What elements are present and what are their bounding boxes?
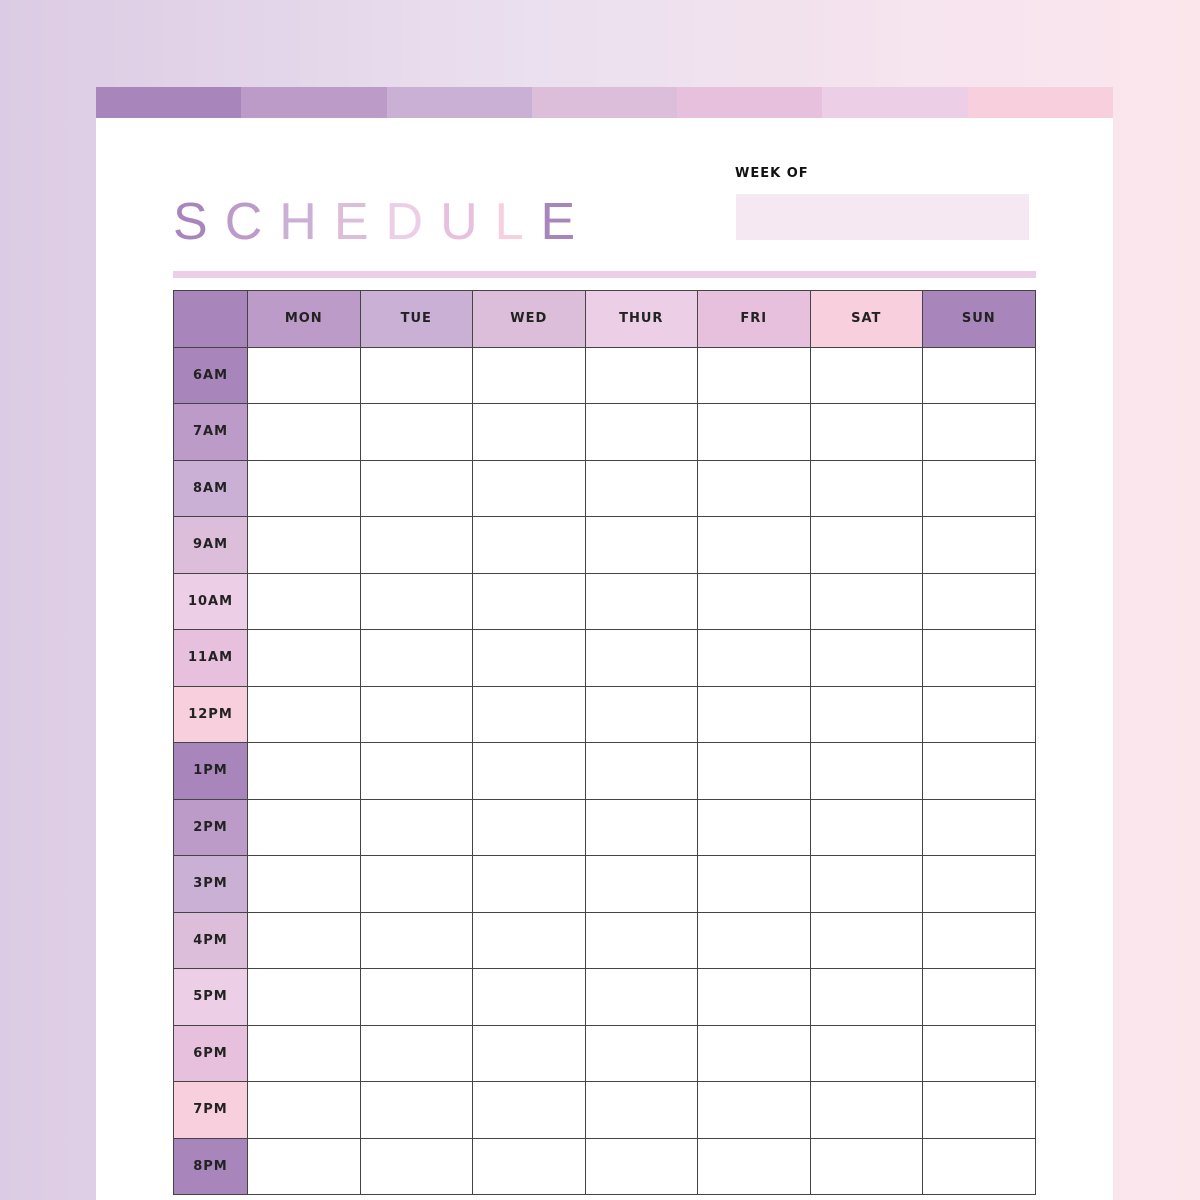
day-header-sat: SAT (810, 291, 923, 348)
stripe-segment (241, 87, 386, 118)
schedule-cell[interactable] (810, 686, 923, 743)
schedule-cell[interactable] (248, 1138, 361, 1195)
schedule-cell[interactable] (923, 1025, 1036, 1082)
schedule-cell[interactable] (810, 517, 923, 574)
page-title (173, 192, 592, 252)
title-letter: L (494, 193, 541, 251)
schedule-cell[interactable] (248, 1082, 361, 1139)
schedule-cell[interactable] (698, 517, 811, 574)
stripe-segment (968, 87, 1113, 118)
schedule-cell[interactable] (698, 1138, 811, 1195)
schedule-cell[interactable] (360, 1025, 473, 1082)
stripe-segment (96, 87, 241, 118)
schedule-cell[interactable] (810, 404, 923, 461)
schedule-cell[interactable] (585, 1138, 698, 1195)
title-letter: E (333, 193, 386, 251)
schedule-cell[interactable] (360, 1082, 473, 1139)
schedule-cell[interactable] (923, 347, 1036, 404)
schedule-cell[interactable] (698, 460, 811, 517)
time-label: 7AM (174, 404, 248, 461)
schedule-cell[interactable] (473, 404, 586, 461)
schedule-cell[interactable] (585, 799, 698, 856)
schedule-cell[interactable] (923, 969, 1036, 1026)
schedule-cell[interactable] (360, 799, 473, 856)
schedule-cell[interactable] (248, 856, 361, 913)
time-label: 4PM (174, 912, 248, 969)
schedule-cell[interactable] (360, 573, 473, 630)
schedule-cell[interactable] (923, 573, 1036, 630)
corner-cell (174, 291, 248, 348)
schedule-cell[interactable] (923, 912, 1036, 969)
schedule-cell[interactable] (810, 460, 923, 517)
day-header-fri: FRI (698, 291, 811, 348)
schedule-cell[interactable] (810, 799, 923, 856)
day-header-sun: SUN (923, 291, 1036, 348)
day-header-thur: THUR (585, 291, 698, 348)
schedule-cell[interactable] (248, 912, 361, 969)
schedule-cell[interactable] (698, 347, 811, 404)
schedule-cell[interactable] (360, 969, 473, 1026)
schedule-cell[interactable] (473, 856, 586, 913)
schedule-cell[interactable] (810, 912, 923, 969)
time-row (174, 630, 1036, 687)
time-row (174, 912, 1036, 969)
schedule-cell[interactable] (360, 517, 473, 574)
schedule-cell[interactable] (585, 347, 698, 404)
time-row (174, 1082, 1036, 1139)
schedule-cell[interactable] (923, 856, 1036, 913)
day-header-row (174, 291, 1036, 348)
schedule-cell[interactable] (585, 517, 698, 574)
time-label: 7PM (174, 1082, 248, 1139)
day-header-wed: WED (473, 291, 586, 348)
schedule-cell[interactable] (473, 799, 586, 856)
time-label: 12PM (174, 686, 248, 743)
schedule-cell[interactable] (923, 517, 1036, 574)
schedule-cell[interactable] (698, 912, 811, 969)
schedule-cell[interactable] (360, 1138, 473, 1195)
schedule-cell[interactable] (360, 743, 473, 800)
time-row (174, 799, 1036, 856)
schedule-cell[interactable] (248, 686, 361, 743)
schedule-cell[interactable] (810, 969, 923, 1026)
schedule-cell[interactable] (810, 573, 923, 630)
schedule-cell[interactable] (585, 573, 698, 630)
time-label: 3PM (174, 856, 248, 913)
divider (173, 271, 1036, 278)
schedule-cell[interactable] (923, 460, 1036, 517)
schedule-cell[interactable] (360, 912, 473, 969)
time-label: 6PM (174, 1025, 248, 1082)
schedule-cell[interactable] (585, 969, 698, 1026)
time-row (174, 347, 1036, 404)
title-letter: E (540, 193, 593, 251)
schedule-cell[interactable] (923, 630, 1036, 687)
schedule-cell[interactable] (585, 1025, 698, 1082)
schedule-cell[interactable] (473, 573, 586, 630)
schedule-cell[interactable] (360, 856, 473, 913)
day-header-mon: MON (248, 291, 361, 348)
week-of-field[interactable] (736, 194, 1029, 240)
schedule-cell[interactable] (585, 460, 698, 517)
schedule-cell[interactable] (698, 1025, 811, 1082)
time-row (174, 743, 1036, 800)
time-label: 5PM (174, 969, 248, 1026)
schedule-cell[interactable] (360, 460, 473, 517)
schedule-cell[interactable] (810, 1138, 923, 1195)
schedule-cell[interactable] (248, 573, 361, 630)
color-stripe-header (96, 87, 1113, 118)
schedule-cell[interactable] (810, 347, 923, 404)
schedule-cell[interactable] (360, 404, 473, 461)
schedule-cell[interactable] (360, 630, 473, 687)
schedule-cell[interactable] (923, 743, 1036, 800)
schedule-cell[interactable] (473, 630, 586, 687)
stripe-segment (677, 87, 822, 118)
time-label: 6AM (174, 347, 248, 404)
schedule-cell[interactable] (698, 799, 811, 856)
schedule-cell[interactable] (810, 743, 923, 800)
time-row (174, 460, 1036, 517)
schedule-cell[interactable] (698, 743, 811, 800)
schedule-cell[interactable] (923, 799, 1036, 856)
time-row (174, 517, 1036, 574)
schedule-cell[interactable] (360, 686, 473, 743)
schedule-cell[interactable] (585, 743, 698, 800)
time-label: 2PM (174, 799, 248, 856)
schedule-cell[interactable] (698, 969, 811, 1026)
schedule-cell[interactable] (473, 1082, 586, 1139)
schedule-cell[interactable] (248, 347, 361, 404)
time-label: 11AM (174, 630, 248, 687)
time-row (174, 1138, 1036, 1195)
schedule-cell[interactable] (248, 404, 361, 461)
schedule-cell[interactable] (473, 969, 586, 1026)
time-row (174, 856, 1036, 913)
schedule-cell[interactable] (585, 404, 698, 461)
time-row (174, 404, 1036, 461)
schedule-cell[interactable] (810, 1082, 923, 1139)
schedule-page (96, 87, 1113, 1200)
stripe-segment (387, 87, 532, 118)
schedule-cell[interactable] (698, 573, 811, 630)
schedule-cell[interactable] (473, 347, 586, 404)
title-letter: D (385, 193, 441, 251)
schedule-cell[interactable] (698, 630, 811, 687)
time-label: 8AM (174, 460, 248, 517)
schedule-cell[interactable] (698, 686, 811, 743)
schedule-grid (173, 290, 1036, 1195)
schedule-cell[interactable] (585, 912, 698, 969)
schedule-cell[interactable] (248, 517, 361, 574)
schedule-cell[interactable] (698, 856, 811, 913)
time-row (174, 573, 1036, 630)
title-letter: S (173, 193, 225, 251)
schedule-cell[interactable] (923, 686, 1036, 743)
time-label: 9AM (174, 517, 248, 574)
time-row (174, 686, 1036, 743)
title-letter: H (279, 193, 334, 251)
schedule-cell[interactable] (473, 517, 586, 574)
schedule-cell[interactable] (923, 1138, 1036, 1195)
stripe-segment (822, 87, 967, 118)
stripe-segment (532, 87, 677, 118)
schedule-cell[interactable] (473, 1025, 586, 1082)
schedule-cell[interactable] (585, 686, 698, 743)
schedule-cell[interactable] (810, 856, 923, 913)
schedule-cell[interactable] (810, 1025, 923, 1082)
schedule-cell[interactable] (473, 460, 586, 517)
week-of-label: WEEK OF (735, 166, 809, 181)
schedule-cell[interactable] (923, 1082, 1036, 1139)
time-label: 1PM (174, 743, 248, 800)
schedule-cell[interactable] (248, 1025, 361, 1082)
schedule-cell[interactable] (810, 630, 923, 687)
schedule-cell[interactable] (473, 743, 586, 800)
schedule-cell[interactable] (698, 1082, 811, 1139)
schedule-cell[interactable] (923, 404, 1036, 461)
schedule-cell[interactable] (473, 912, 586, 969)
title-letter: C (224, 193, 280, 251)
schedule-cell[interactable] (248, 630, 361, 687)
schedule-cell[interactable] (473, 686, 586, 743)
schedule-cell[interactable] (248, 799, 361, 856)
schedule-cell[interactable] (585, 630, 698, 687)
schedule-cell[interactable] (248, 460, 361, 517)
schedule-cell[interactable] (248, 969, 361, 1026)
schedule-cell[interactable] (473, 1138, 586, 1195)
time-row (174, 1025, 1036, 1082)
schedule-cell[interactable] (248, 743, 361, 800)
time-label: 10AM (174, 573, 248, 630)
day-header-tue: TUE (360, 291, 473, 348)
time-row (174, 969, 1036, 1026)
title-letter: U (440, 193, 495, 251)
schedule-cell[interactable] (585, 1082, 698, 1139)
schedule-cell[interactable] (585, 856, 698, 913)
time-label: 8PM (174, 1138, 248, 1195)
schedule-cell[interactable] (360, 347, 473, 404)
schedule-cell[interactable] (698, 404, 811, 461)
